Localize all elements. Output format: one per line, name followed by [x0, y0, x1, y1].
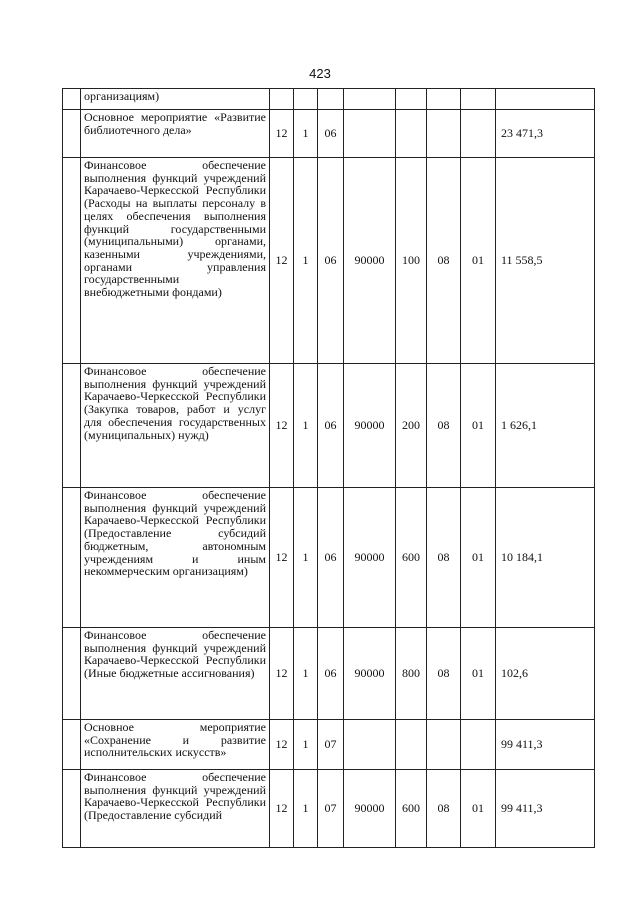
table-row [63, 770, 595, 848]
code-cell: 600 [396, 488, 427, 628]
code-cell: 06 [318, 364, 344, 488]
table-row [63, 488, 595, 628]
code-cell: 90000 [344, 628, 396, 720]
code-cell: 90000 [344, 364, 396, 488]
empty-cell [63, 628, 81, 720]
code-cell: 12 [270, 488, 294, 628]
code-cell: 1 [294, 364, 318, 488]
code-cell: 12 [270, 628, 294, 720]
code-cell: 06 [318, 488, 344, 628]
code-cell: 12 [270, 110, 294, 158]
code-cell: 1 [294, 158, 318, 364]
code-cell: 01 [461, 628, 496, 720]
code-cell: 08 [427, 770, 461, 848]
empty-cell [63, 364, 81, 488]
amount-cell: 99 411,3 [496, 770, 595, 848]
code-cell: 1 [294, 488, 318, 628]
code-cell: 1 [294, 110, 318, 158]
code-cell: 01 [461, 364, 496, 488]
amount-cell: 102,6 [496, 628, 595, 720]
code-cell: 100 [396, 158, 427, 364]
code-cell: 600 [396, 770, 427, 848]
code-cell [270, 89, 294, 110]
code-cell: 90000 [344, 488, 396, 628]
description-text: Финансовое обеспечение выполнения функций учреждений Карачаево-Черкесской Республики (Расходы на выплаты персоналу в целях обеспечения выполнения функций государственными (муниципальными) органами, казенными учреждениями, органами управления государственными внебюджетными фондами) [84, 158, 266, 300]
code-cell: 90000 [344, 770, 396, 848]
table-row [63, 720, 595, 770]
empty-cell [63, 720, 81, 770]
code-cell: 08 [427, 488, 461, 628]
code-cell: 06 [318, 110, 344, 158]
code-cell: 1 [294, 628, 318, 720]
table-row [63, 628, 595, 720]
code-cell [294, 89, 318, 110]
code-cell: 12 [270, 770, 294, 848]
code-cell [427, 89, 461, 110]
table-row [63, 364, 595, 488]
empty-cell [63, 488, 81, 628]
row-description [81, 770, 270, 848]
code-cell [396, 110, 427, 158]
code-cell [461, 110, 496, 158]
code-cell: 01 [461, 488, 496, 628]
code-cell: 200 [396, 364, 427, 488]
code-cell: 08 [427, 628, 461, 720]
description-text: Основное мероприятие «Развитие библиотечного дела» [84, 110, 266, 137]
amount-cell: 1 626,1 [496, 364, 595, 488]
code-cell: 06 [318, 158, 344, 364]
code-cell [427, 110, 461, 158]
code-cell: 90000 [344, 158, 396, 364]
code-cell: 1 [294, 720, 318, 770]
code-cell [461, 720, 496, 770]
code-cell: 1 [294, 770, 318, 848]
empty-cell [63, 89, 81, 110]
description-text: Финансовое обеспечение выполнения функций учреждений Карачаево-Черкесской Республики (Предоставление субсидий [84, 770, 266, 823]
code-cell: 800 [396, 628, 427, 720]
description-text: Финансовое обеспечение выполнения функций учреждений Карачаево-Черкесской Республики (Предоставление субсидий бюджетным, автономным учреждениям и иным некоммерческим организациям) [84, 488, 266, 579]
amount-cell: 99 411,3 [496, 720, 595, 770]
code-cell [344, 720, 396, 770]
code-cell [318, 89, 344, 110]
amount-cell: 23 471,3 [496, 110, 595, 158]
code-cell: 07 [318, 720, 344, 770]
row-description [81, 158, 270, 364]
table-row [63, 89, 595, 110]
description-text: организациям) [84, 89, 160, 103]
page-number: 423 [309, 66, 331, 81]
code-cell: 06 [318, 628, 344, 720]
amount-cell: 11 558,5 [496, 158, 595, 364]
code-cell: 01 [461, 770, 496, 848]
description-text: Основное мероприятие «Сохранение и развитие исполнительских искусств» [84, 720, 266, 760]
row-description [81, 364, 270, 488]
description-text: Финансовое обеспечение выполнения функций учреждений Карачаево-Черкесской Республики (Закупка товаров, работ и услуг для обеспечения государственных (муниципальных) нужд) [84, 364, 266, 442]
amount-cell [496, 89, 595, 110]
code-cell: 08 [427, 158, 461, 364]
empty-cell [63, 770, 81, 848]
empty-cell [63, 110, 81, 158]
code-cell [427, 720, 461, 770]
row-description [81, 720, 270, 770]
table-row [63, 110, 595, 158]
code-cell [344, 110, 396, 158]
code-cell [344, 89, 396, 110]
code-cell: 08 [427, 364, 461, 488]
code-cell [396, 720, 427, 770]
code-cell: 12 [270, 364, 294, 488]
code-cell [396, 89, 427, 110]
code-cell: 01 [461, 158, 496, 364]
code-cell [461, 89, 496, 110]
description-text: Финансовое обеспечение выполнения функций учреждений Карачаево-Черкесской Республики (Иные бюджетные ассигнования) [84, 628, 266, 681]
table-row [63, 158, 595, 364]
code-cell: 12 [270, 158, 294, 364]
code-cell: 12 [270, 720, 294, 770]
row-description [81, 89, 270, 110]
amount-cell: 10 184,1 [496, 488, 595, 628]
empty-cell [63, 158, 81, 364]
row-description [81, 628, 270, 720]
row-description [81, 110, 270, 158]
row-description [81, 488, 270, 628]
budget-table [62, 88, 595, 848]
code-cell: 07 [318, 770, 344, 848]
